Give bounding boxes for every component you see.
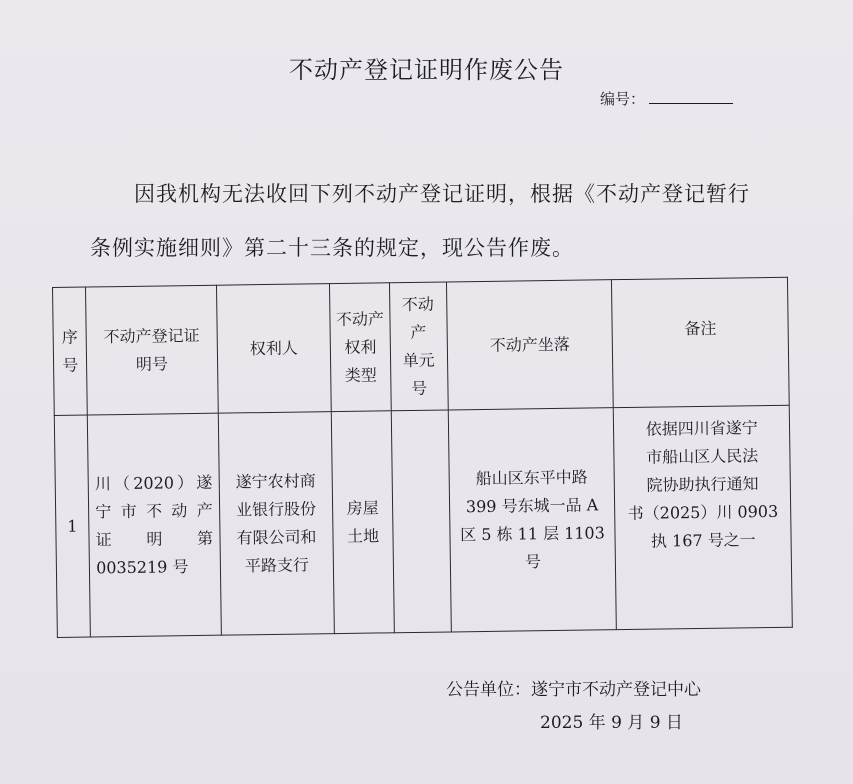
cell-location: 船山区东平中路 399 号东城一品 A 区 5 栋 11 层 1103 号 (448, 408, 617, 632)
cell-certificate-number: 川（2020）遂 宁市不动产 证 明 第 0035219 号 (87, 413, 220, 637)
table-row (54, 405, 792, 637)
serial-label: 编号： (600, 90, 646, 108)
header-index: 序 号 (53, 287, 88, 415)
header-certificate-number: 不动产登记证 明号 (86, 285, 218, 415)
announcement-date: 2025 年 9 月 9 日 (540, 713, 683, 733)
void-certificate-table (52, 277, 793, 638)
header-right-holder: 权利人 (216, 284, 332, 414)
cell-note: 依据四川省遂宁 市船山区人民法 院协助执行通知 书（2025）川 0903 执 167 号之一 (614, 405, 793, 629)
body-paragraph-line-2: 条例实施细则》第二十三条的规定，现公告作废。 (90, 236, 574, 260)
table-header-row (53, 277, 790, 415)
serial-number (600, 88, 733, 109)
serial-blank-line (649, 88, 733, 104)
cell-index: 1 (54, 415, 90, 637)
cell-unit-number (391, 410, 451, 633)
header-unit-number: 不动产 单元 号 (389, 282, 448, 411)
header-note: 备注 (612, 277, 789, 407)
cell-right-type: 房屋 土地 (332, 411, 394, 634)
body-paragraph-line-1: 因我机构无法收回下列不动产登记证明，根据《不动产登记暂行 (134, 182, 750, 206)
header-location: 不动产坐落 (446, 280, 614, 410)
announcing-unit: 公告单位：遂宁市不动产登记中心 (446, 680, 701, 700)
header-right-type: 不动产 权利 类型 (330, 283, 391, 412)
document-title: 不动产登记证明作废公告 (289, 56, 564, 84)
cell-right-holder: 遂宁农村商 业银行股份 有限公司和 平路支行 (218, 412, 335, 636)
